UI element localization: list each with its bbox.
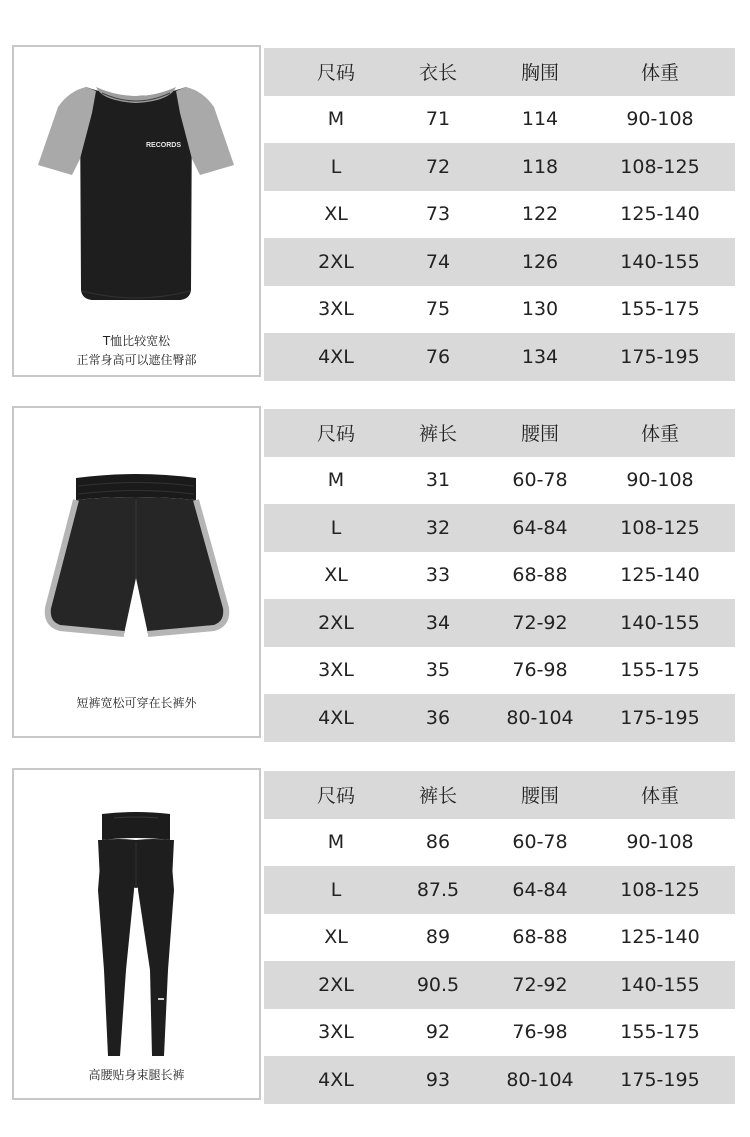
caption-line: T恤比较宽松: [102, 334, 171, 348]
table-cell: 73: [425, 203, 451, 226]
header-cell: 体重: [640, 785, 679, 808]
table-cell: 90-108: [626, 469, 694, 492]
table-cell: 90-108: [626, 108, 694, 131]
table-cell: 2XL: [318, 250, 354, 273]
table-cell: 93: [425, 1068, 451, 1091]
table-row: [264, 286, 735, 334]
table-row: [264, 694, 735, 742]
table-header-row: [264, 48, 735, 96]
product-caption: [14, 694, 259, 713]
header-cell: 胸围: [520, 62, 559, 85]
table-cell: 118: [521, 155, 559, 178]
size-section-tshirt: [0, 45, 750, 381]
caption-line: 短裤宽松可穿在长裤外: [76, 696, 197, 710]
product-image-frame: [12, 406, 261, 738]
table-cell: 71: [425, 108, 451, 131]
table-cell: 76-98: [512, 659, 568, 682]
table-cell: 130: [521, 298, 559, 321]
size-section-shorts: [0, 406, 750, 742]
table-cell: 4XL: [318, 706, 354, 729]
table-cell: 76: [425, 345, 451, 368]
product-caption: [14, 332, 259, 370]
table-cell: 140-155: [620, 973, 700, 996]
tshirt-icon: [14, 47, 259, 375]
table-cell: 90-108: [626, 831, 694, 854]
table-cell: 64-84: [512, 878, 568, 901]
header-cell: 腰围: [520, 423, 559, 446]
table-cell: XL: [324, 564, 348, 587]
table-row: [264, 552, 735, 600]
table-cell: 155-175: [620, 1021, 700, 1044]
table-cell: 32: [425, 516, 451, 539]
table-cell: 90.5: [416, 973, 460, 996]
table-row: [264, 819, 735, 867]
table-cell: 175-195: [620, 706, 700, 729]
header-cell: 体重: [640, 423, 679, 446]
table-cell: 3XL: [318, 1021, 354, 1044]
table-cell: 86: [425, 831, 451, 854]
table-cell: M: [327, 831, 345, 854]
table-cell: 34: [425, 611, 451, 634]
product-caption: [14, 1066, 259, 1085]
table-row: [264, 96, 735, 144]
table-cell: 64-84: [512, 516, 568, 539]
size-section-leggings: [0, 768, 750, 1104]
size-table: [264, 771, 735, 1104]
table-row: [264, 647, 735, 695]
table-cell: 155-175: [620, 659, 700, 682]
table-cell: 134: [521, 345, 559, 368]
table-cell: 125-140: [620, 564, 700, 587]
table-cell: 2XL: [318, 611, 354, 634]
table-cell: 114: [521, 108, 559, 131]
table-cell: 4XL: [318, 345, 354, 368]
table-cell: M: [327, 108, 345, 131]
table-cell: 80-104: [506, 1068, 574, 1091]
table-row: [264, 1009, 735, 1057]
table-row: [264, 914, 735, 962]
chest-print: RECORDS: [146, 142, 182, 149]
caption-line: 高腰贴身束腿长裤: [88, 1068, 185, 1082]
table-cell: L: [330, 155, 342, 178]
table-cell: 4XL: [318, 1068, 354, 1091]
header-cell: 尺码: [316, 785, 355, 808]
table-cell: 72-92: [512, 611, 568, 634]
table-row: [264, 961, 735, 1009]
table-cell: 87.5: [416, 878, 460, 901]
table-cell: 108-125: [620, 155, 700, 178]
table-cell: 36: [425, 706, 451, 729]
caption-line: 正常身高可以遮住臀部: [76, 353, 197, 367]
table-cell: 155-175: [620, 298, 700, 321]
table-row: [264, 238, 735, 286]
table-cell: 75: [425, 298, 451, 321]
table-cell: 108-125: [620, 516, 700, 539]
table-row: [264, 143, 735, 191]
table-cell: 60-78: [512, 831, 568, 854]
table-row: [264, 333, 735, 381]
table-cell: 125-140: [620, 203, 700, 226]
table-cell: 72: [425, 155, 451, 178]
table-cell: L: [330, 878, 342, 901]
table-cell: 125-140: [620, 926, 700, 949]
table-row: [264, 599, 735, 647]
table-row: [264, 1056, 735, 1104]
header-cell: 尺码: [316, 423, 355, 446]
size-table: [264, 48, 735, 381]
table-cell: 175-195: [620, 345, 700, 368]
table-cell: 175-195: [620, 1068, 700, 1091]
table-row: [264, 457, 735, 505]
table-cell: 108-125: [620, 878, 700, 901]
header-cell: 裤长: [418, 785, 457, 808]
table-row: [264, 866, 735, 914]
table-cell: 80-104: [506, 706, 574, 729]
product-image-frame: [12, 45, 261, 377]
header-cell: 尺码: [316, 62, 355, 85]
table-header-row: [264, 409, 735, 457]
table-cell: 68-88: [512, 926, 568, 949]
size-table: [264, 409, 735, 742]
table-cell: 126: [521, 250, 559, 273]
table-cell: L: [330, 516, 342, 539]
table-row: [264, 504, 735, 552]
shorts-icon: [14, 408, 259, 736]
leggings-icon: [14, 770, 259, 1098]
header-cell: 裤长: [418, 423, 457, 446]
table-cell: 68-88: [512, 564, 568, 587]
table-cell: 33: [425, 564, 451, 587]
table-cell: XL: [324, 926, 348, 949]
table-cell: 31: [425, 469, 451, 492]
table-cell: 89: [425, 926, 451, 949]
table-cell: 72-92: [512, 973, 568, 996]
header-cell: 衣长: [418, 62, 457, 85]
table-cell: 92: [425, 1021, 451, 1044]
table-cell: 122: [521, 203, 559, 226]
table-cell: XL: [324, 203, 348, 226]
table-cell: 3XL: [318, 298, 354, 321]
table-cell: 3XL: [318, 659, 354, 682]
table-cell: 76-98: [512, 1021, 568, 1044]
table-cell: 35: [425, 659, 451, 682]
table-cell: 140-155: [620, 611, 700, 634]
product-image-frame: [12, 768, 261, 1100]
header-cell: 腰围: [520, 785, 559, 808]
table-cell: 2XL: [318, 973, 354, 996]
table-row: [264, 191, 735, 239]
table-cell: M: [327, 469, 345, 492]
header-cell: 体重: [640, 62, 679, 85]
table-cell: 60-78: [512, 469, 568, 492]
table-header-row: [264, 771, 735, 819]
table-cell: 140-155: [620, 250, 700, 273]
table-cell: 74: [425, 250, 451, 273]
